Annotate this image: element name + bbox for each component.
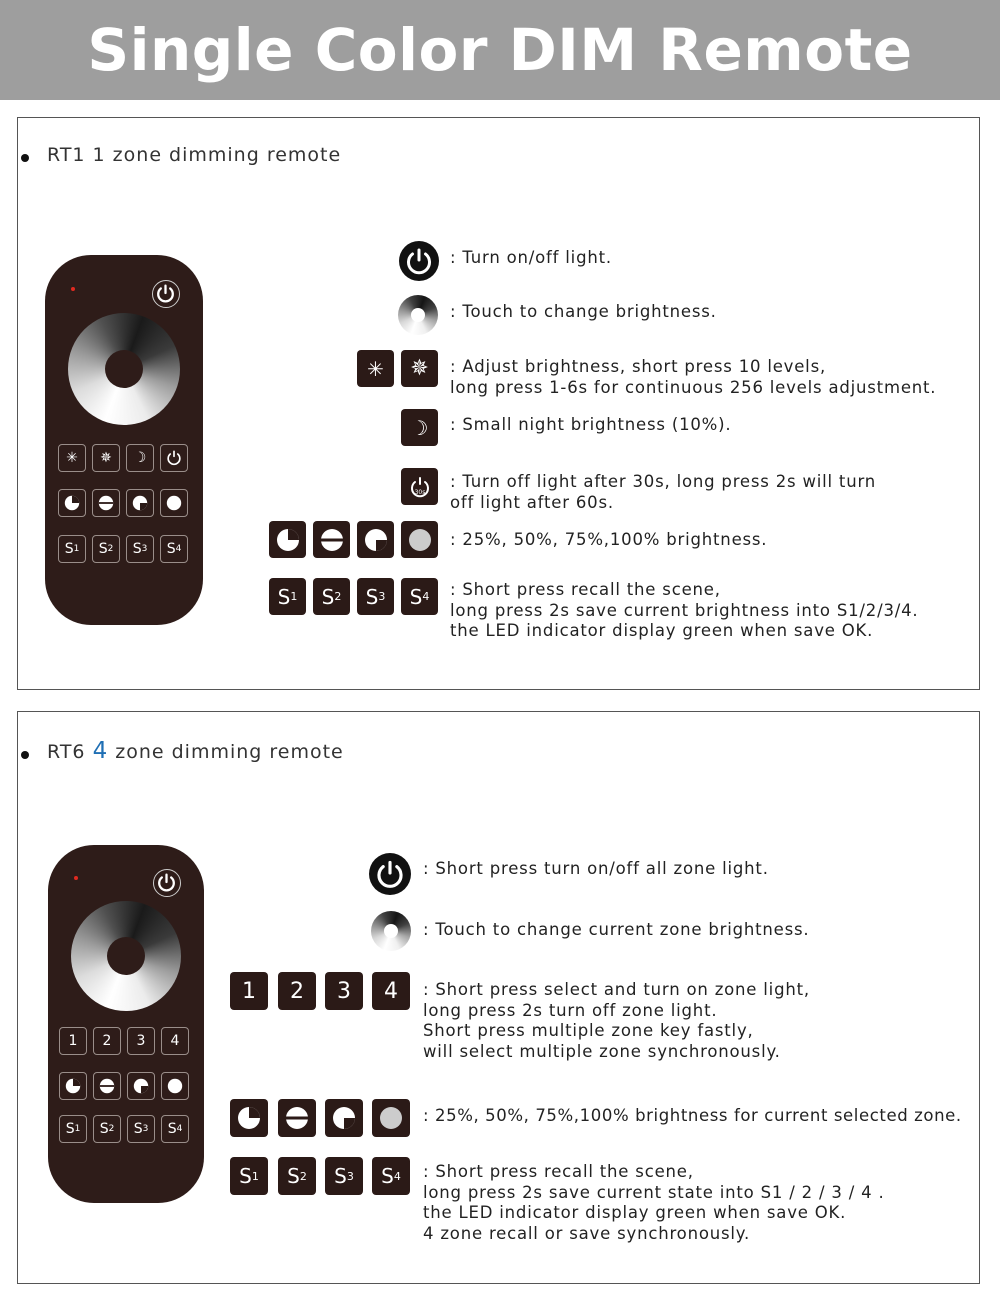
dim-down-icon: ✳ <box>357 350 394 387</box>
brightness-75-icon <box>325 1099 363 1137</box>
remote-100-key <box>160 489 188 517</box>
scene-3-icon: S 3 <box>325 1157 363 1195</box>
bullet <box>21 154 29 162</box>
remote-power-button <box>152 280 180 308</box>
power-icon <box>399 241 439 281</box>
timer-off-icon <box>401 468 438 505</box>
remote-night-key: ☽ <box>126 444 154 472</box>
night-light-icon: ☽ <box>401 409 438 446</box>
zone-3-icon: 3 <box>325 972 363 1010</box>
remote-timer-key <box>160 444 188 472</box>
brightness-100-icon <box>401 521 438 558</box>
dim-up-icon: ✵ <box>401 350 438 387</box>
power-description: : Turn on/off light. <box>450 248 612 267</box>
remote-scene-key: S 3 <box>127 1115 155 1143</box>
scene-description: : Short press recall the scene, long press 2s save current brightness into S1/2/3/4. the LED indicator display green when save OK. <box>450 580 919 640</box>
touch-wheel-icon <box>371 911 411 951</box>
brightness-50-icon <box>313 521 350 558</box>
rt1-remote-illustration <box>45 255 203 625</box>
remote-zone-key: 2 <box>93 1027 121 1055</box>
remote-scene-key: S 2 <box>92 535 120 563</box>
zone-2-icon: 2 <box>278 972 316 1010</box>
led-indicator <box>74 876 78 880</box>
remote-touch-wheel <box>71 901 181 1011</box>
remote-scene-key: S 4 <box>161 1115 189 1143</box>
power-description: : Short press turn on/off all zone light. <box>423 859 769 878</box>
scene-2-icon: S 2 <box>313 578 350 615</box>
remote-zone-key: 4 <box>161 1027 189 1055</box>
bullet <box>21 751 29 759</box>
remote-zone-key: 3 <box>127 1027 155 1055</box>
remote-25-key <box>58 489 86 517</box>
remote-50-key <box>93 1072 121 1100</box>
rt6-remote-illustration <box>48 845 204 1203</box>
remote-75-key <box>126 489 154 517</box>
scene-description: : Short press recall the scene, long press 2s save current state into S1 / 2 / 3 / 4 . the LED indicator display green when save OK. 4 zone recall or save synchronously. <box>423 1162 885 1243</box>
rt1-panel <box>17 117 980 690</box>
remote-25-key <box>59 1072 87 1100</box>
power-icon <box>369 853 411 895</box>
scene-4-icon: S 4 <box>401 578 438 615</box>
remote-75-key <box>127 1072 155 1100</box>
remote-50-key <box>92 489 120 517</box>
scene-4-icon: S 4 <box>372 1157 410 1195</box>
remote-touch-wheel <box>68 313 180 425</box>
scene-2-icon: S 2 <box>278 1157 316 1195</box>
title-banner <box>0 0 1000 100</box>
brightness-25-icon <box>230 1099 268 1137</box>
brightness-description: : 25%, 50%, 75%,100% brightness. <box>450 530 768 549</box>
scene-1-icon: S 1 <box>230 1157 268 1195</box>
brightness-description: : 25%, 50%, 75%,100% brightness for current selected zone. <box>423 1106 962 1125</box>
led-indicator <box>71 287 75 291</box>
night-description: : Small night brightness (10%). <box>450 415 732 434</box>
scene-3-icon: S 3 <box>357 578 394 615</box>
remote-scene-key: S 1 <box>59 1115 87 1143</box>
touch-description: : Touch to change current zone brightness. <box>423 920 810 939</box>
timer-description: : Turn off light after 30s, long press 2s will turn off light after 60s. <box>450 472 877 512</box>
remote-scene-key: S 1 <box>58 535 86 563</box>
remote-100-key <box>161 1072 189 1100</box>
rt6-panel <box>17 711 980 1284</box>
brightness-25-icon <box>269 521 306 558</box>
brightness-100-icon <box>372 1099 410 1137</box>
brightness-50-icon <box>278 1099 316 1137</box>
adjust-description: : Adjust brightness, short press 10 levels, long press 1-6s for continuous 256 levels adjustment. <box>450 357 937 397</box>
touch-wheel-icon <box>398 295 438 335</box>
remote-dim-down-key: ✳ <box>58 444 86 472</box>
scene-1-icon: S 1 <box>269 578 306 615</box>
zone-description: : Short press select and turn on zone light, long press 2s turn off zone light. Short press multiple zone key fastly, will select multiple zone synchronously. <box>423 980 810 1061</box>
rt6-heading: RT6 4 zone dimming remote <box>47 738 344 764</box>
remote-power-button <box>153 869 181 897</box>
remote-dim-up-key: ✵ <box>92 444 120 472</box>
remote-zone-key: 1 <box>59 1027 87 1055</box>
zone-1-icon: 1 <box>230 972 268 1010</box>
page-title: Single Color DIM Remote <box>87 16 913 84</box>
remote-scene-key: S 2 <box>93 1115 121 1143</box>
remote-scene-key: S 3 <box>126 535 154 563</box>
touch-description: : Touch to change brightness. <box>450 302 717 321</box>
svg-text:30s: 30s <box>414 488 425 496</box>
remote-scene-key: S 4 <box>160 535 188 563</box>
brightness-75-icon <box>357 521 394 558</box>
rt1-heading: RT1 1 zone dimming remote <box>47 144 342 166</box>
zone-4-icon: 4 <box>372 972 410 1010</box>
